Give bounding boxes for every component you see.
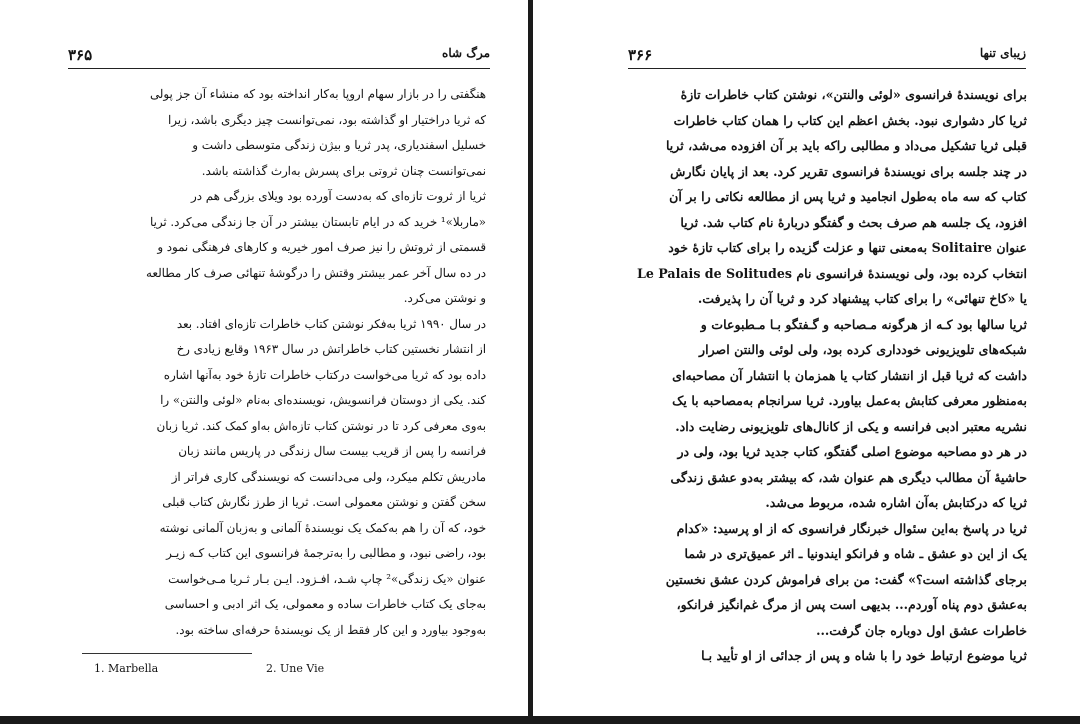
text-line: از انتشار نخستین کتاب خاطراتش در سال ۱۹۶۳ وقایع زیادی رخ — [176, 342, 486, 356]
page-body-text — [74, 82, 486, 643]
text-line: ثریا سالها بود کـه از هرگونه مـصاحبه و گـفتگو بـا مـطبوعات و — [700, 316, 1027, 332]
right-page — [533, 0, 1080, 724]
running-title: مرگ شاه — [442, 46, 490, 60]
text-line: در ده سال آخر عمر بیشتر وقتش را درگوشهٔ تنهائی صرف کار مطالعه — [146, 265, 486, 280]
page-body-text — [629, 82, 1027, 669]
text-line: نمی‌توانست چنان ثروتی برای پسرش به‌ارث گذاشته باشد. — [201, 163, 486, 178]
text-line: که ثریا دراختیار او گذاشته بود، نمی‌توانست چیز دیگری باشد، زیرا — [168, 112, 486, 127]
text-line: نشریه معتبر ادبی فرانسه و یکی از کانال‌های تلویزیونی رضایت داد. — [675, 418, 1027, 434]
text-line: و نوشتن می‌کرد. — [403, 291, 486, 305]
text-line: برجای گذاشته است؟» گفت: من برای فراموش کردن عشق نخستین — [665, 571, 1027, 587]
footnote-1: 1. Marbella — [94, 662, 159, 675]
text-line: کند. یکی از دوستان فرانسویش، نویسنده‌ای به‌نام «لوئی والنتن» را — [160, 393, 486, 407]
text-line: به‌جای یک کتاب خاطرات ساده و معمولی، یک اثر ادبی و احساسی — [164, 597, 486, 611]
text-line: به‌وی معرفی کرد تا در نوشتن کتاب تازه‌اش به‌او کمک کند. ثریا زبان — [156, 418, 486, 433]
text-line: قسمتی از ثروتش را نیز صرف امور خیریه و کارهای فرهنگی نمود و — [157, 240, 486, 254]
text-line: ثریا که درکتابش به‌آن اشاره شده، مربوط می‌شد. — [765, 495, 1027, 510]
text-line: داده بود که ثریا می‌خواست درکتاب خاطرات تازهٔ خود به‌آنها اشاره — [163, 367, 486, 382]
text-line: خسلیل اسفندیاری، پدر ثریا و بیژن زندگی متوسطی داشت و — [192, 138, 486, 152]
text-line: در سال ۱۹۹۰ ثریا به‌فکر نوشتن کتاب خاطرات تازه‌ای افتاد. بعد — [176, 316, 486, 331]
text-line: قبلی ثریا تشکیل می‌داد و مطالبی راکه باید بر آن افزوده می‌شد، ثریا — [665, 138, 1027, 153]
text-line: انتخاب کرده بود، ولی نویسندهٔ فرانسوی نام Le Palais de Solitudes — [637, 265, 1027, 281]
text-line: شبکه‌های تلویزیونی خودداری کرده بود، ولی لوئی والنتن اصرار — [699, 342, 1027, 357]
text-line: در چند جلسه برای نویسندهٔ فرانسوی تقریر کرد. بعد از پایان نگارش — [670, 163, 1027, 179]
scan-edge — [0, 716, 1080, 724]
text-line: در هر دو مصاحبه موضوع اصلی گفتگو، کتاب جدید ثریا بود، ولی در — [677, 444, 1027, 459]
text-line: یک از این دو عشق ـ شاه و فرانکو ایندونیا ـ اثر عمیق‌تری در شما — [684, 546, 1027, 561]
text-line: کتاب که سه ماه به‌طول انجامید و ثریا پس از مطالعه نکاتی را بر آن — [669, 189, 1027, 204]
text-line: عنوان Solitaire به‌معنی تنها و عزلت گزیده را برای کتاب تازهٔ خود — [668, 240, 1027, 255]
text-line: «ماربلا»¹ خرید که در ایام تابستان بیشتر در آن جا زندگی می‌کرد. ثریا — [149, 214, 486, 229]
text-line: ثریا از ثروت تازه‌ای که به‌دست آورده بود ویلای بزرگی هم در — [191, 189, 486, 203]
text-line: عنوان «یک زندگی»² چاپ شـد، افـزود. ایـن بـار ثـریا مـی‌خواست — [168, 571, 486, 586]
text-line: به‌وجود بیاورد و این کار فقط از یک نویسندهٔ حرفه‌ای ساخته بود. — [175, 622, 486, 637]
text-line: خود، که آن را هم به‌کمک یک نویسندهٔ آلمانی و به‌زبان آلمانی نوشته — [159, 520, 486, 535]
running-title: زیبای تنها — [979, 46, 1026, 60]
text-line: ثریا موضوع ارتباط خود را با شاه و پس از جدائی از او تأیید بـا — [701, 648, 1027, 663]
page-header — [628, 42, 1026, 69]
text-line: فرانسه را پس از قریب بیست سال زندگی در پاریس مانند زبان — [178, 444, 486, 458]
text-line: برای نویسندهٔ فرانسوی «لوئی والنتن»، نوشتن کتاب خاطرات تازهٔ — [680, 87, 1027, 102]
text-line: بود، راضی نبود، و مطالبی را به‌ترجمهٔ فرانسوی این کتاب کـه زیـر — [166, 546, 486, 560]
text-line: حاشیهٔ آن مطالب دیگری هم عنوان شد، که بیشتر به‌دو عشق زندگی — [670, 469, 1027, 485]
page-header — [68, 42, 490, 69]
text-line: داشت که ثریا قبل از انتشار کتاب یا همزمان با انتشار آن مصاحبه‌ای — [672, 367, 1027, 383]
footnote-2: 2. Une Vie — [266, 662, 325, 675]
page-number: ۳۶۶ — [628, 46, 653, 64]
text-line: خاطرات عشق اول دوباره جان گرفت... — [816, 622, 1027, 638]
text-line: سخن گفتن و نوشتن معمولی است. ثریا از طرز نگارش کتاب قبلی — [162, 495, 486, 509]
text-line: هنگفتی را در بازار سهام اروپا به‌کار انداخته بود که منشاء آن جز پولی — [149, 87, 486, 101]
text-line: به‌منظور معرفی کتابش به‌عمل بیاورد. ثریا سرانجام به‌مصاحبه با یک — [672, 393, 1027, 408]
left-page — [0, 0, 528, 724]
text-line: ثریا در پاسخ به‌این سئوال خبرنگار فرانسوی که از او پرسید: «کدام — [676, 520, 1027, 536]
text-line: یا «کاخ تنهائی» را برای کتاب پیشنهاد کرد و ثریا آن را پذیرفت. — [697, 291, 1027, 306]
text-line: ثریا کار دشواری نبود. بخش اعظم این کتاب را همان کتاب خاطرات — [673, 112, 1027, 128]
footnote-rule — [82, 653, 252, 654]
text-line: افزود، یک جلسه هم صرف بحث و گفتگو دربارهٔ نام کتاب شد. ثریا — [680, 214, 1027, 230]
text-line: مادریش تکلم میکرد، ولی می‌دانست که نویسندگی کاری فراتر از — [171, 469, 486, 484]
text-line: به‌عشق دوم پناه آوردم... بدیهی است پس از مرگ غم‌انگیز فرانکو، — [676, 597, 1027, 612]
page-number: ۳۶۵ — [68, 46, 93, 64]
